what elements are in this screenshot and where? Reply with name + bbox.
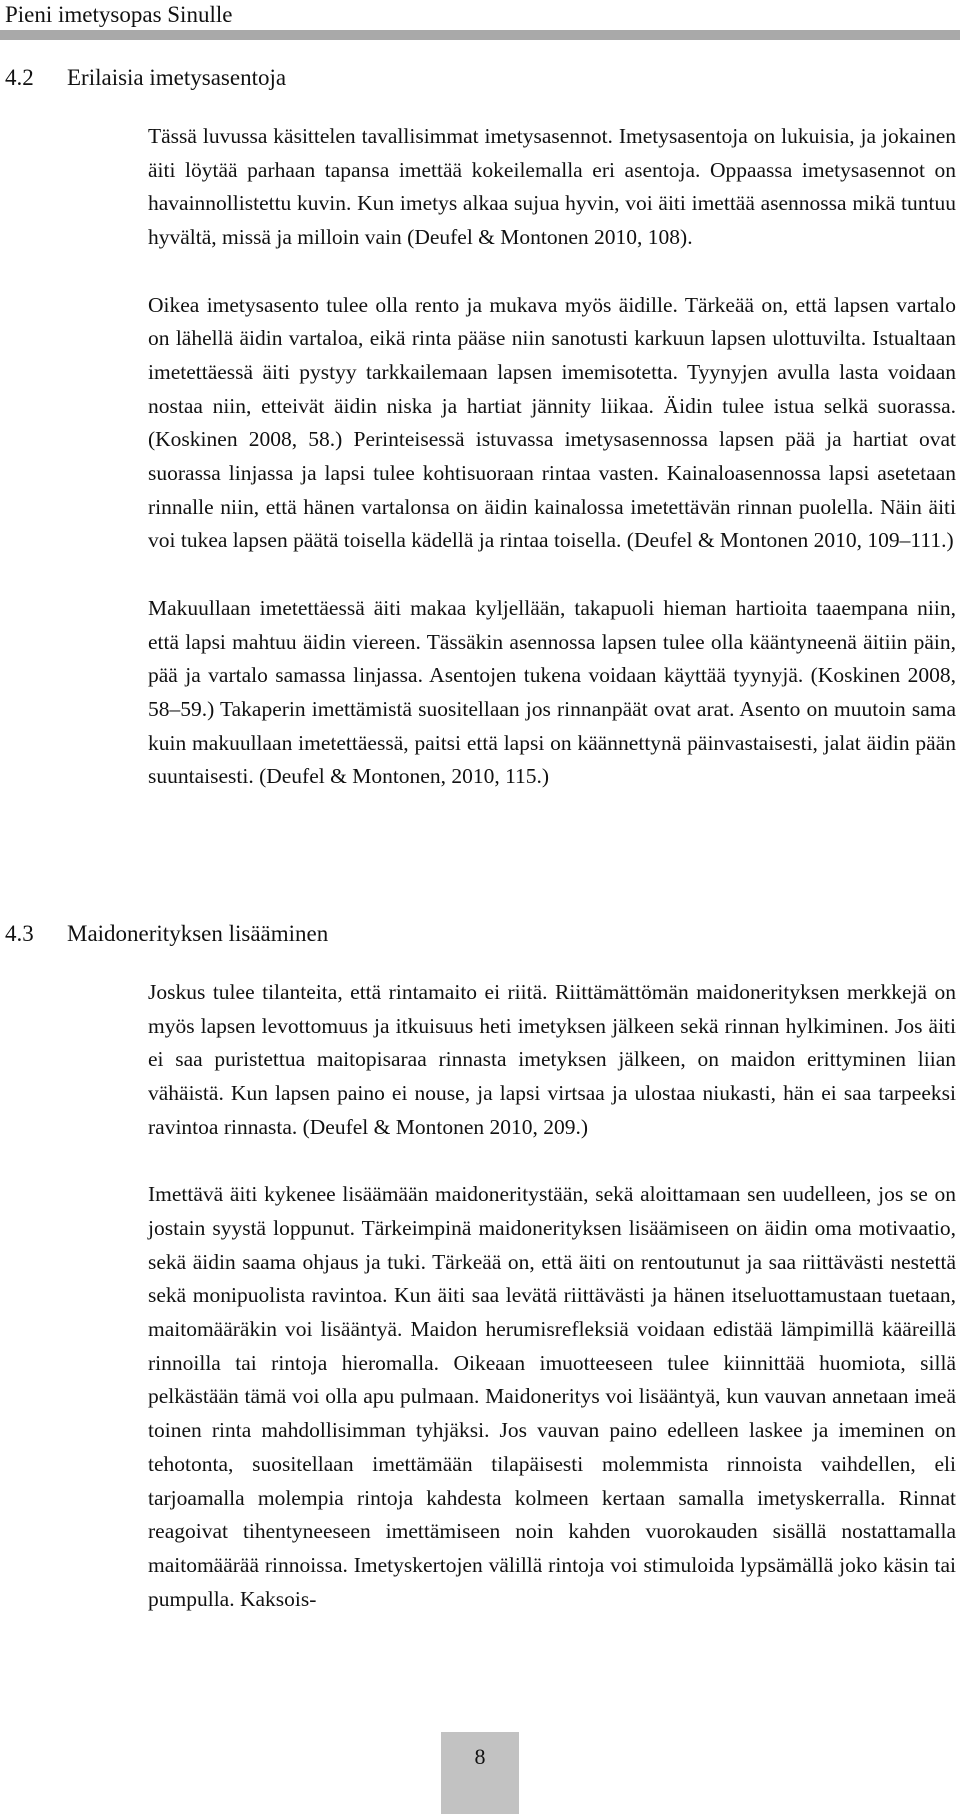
paragraph: Joskus tulee tilanteita, että rintamaito ei riitä. Riittämättömän maidonerityksen merkkejä on myös lapsen levottomuus ja itkuisuus heti imetyksen jälkeen sekä rinnan hylkiminen. Jos äiti ei saa puristettua maitopisaraa rinnasta imetyksen jälkeen, on maidon erittyminen liian vähäistä. Kun lapsen paino ei nouse, ja lapsi virtsaa ja ulostaa niukasti, hän ei saa tarpeeksi ravintoa rinnasta. (Deufel & Montonen 2010, 209.) [148,980,956,1139]
section-title: Maidonerityksen lisääminen [67,921,329,946]
paragraph: Oikea imetysasento tulee olla rento ja mukava myös äidille. Tärkeää on, että lapsen vartalo on lähellä äidin vartaloa, eikä rinta pääse niin sanotusti karkuun lapsen ulottuvilta. Istualtaan imetettäessä äiti pystyy tarkkailemaan lapsen imemisotetta. Tyynyjen avulla lasta voidaan nostaa niin, etteivät äidin niska ja hartiat jännity liikaa. Äidin tulee istua selkä suorassa. (Koskinen 2008, 58.) Perinteisessä istuvassa imetysasennossa lapsen pää ja hartiat ovat suorassa linjassa ja lapsi tulee kohtisuoraan rintaa vasten. Kainaloasennossa lapsi asetetaan rinnalle niin, että hänen vartalonsa on äidin kainalossa imetettävän rinnan puolella. Näin äiti voi tukea lapsen päätä toisella kädellä ja rintaa toisella. (Deufel & Montonen 2010, 109–111.) [148,292,956,553]
header-rule [0,30,960,40]
section-heading-4-2 [5,63,286,93]
section-number: 4.2 [5,65,34,90]
paragraph: Tässä luvussa käsittelen tavallisimmat imetysasennot. Imetysasentoja on lukuisia, ja jokainen äiti löytää parhaan tapansa imettää kokeilemalla eri asentoja. Oppaassa imetysasennot on havainnollistettu kuvin. Kun imetys alkaa sujua hyvin, voi äiti imettää asennossa mikä tuntuu hyvältä, missä ja milloin vain (Deufel & Montonen 2010, 108). [148,124,956,250]
paragraph: Makuullaan imetettäessä äiti makaa kyljellään, takapuoli hieman hartioita taaempana niin, että lapsi mahtuu äidin viereen. Tässäkin asennossa lapsen tulee olla kääntyneenä äitiin päin, pää ja vartalo samassa linjassa. Asentojen tukena voidaan käyttää tyynyjä. (Koskinen 2008, 58–59.) Takaperin imettämistä suositellaan jos rinnanpäät ovat arat. Asento on muutoin sama kuin makuullaan imetettäessä, paitsi että lapsi on käännettynä päinvastaisesti, jalat äidin pään suuntaisesti. (Deufel & Montonen, 2010, 115.) [148,595,956,789]
section-heading-4-3 [5,919,328,949]
section-4-3-body [148,976,956,1616]
page-number: 8 [474,1744,486,1769]
section-title: Erilaisia imetysasentoja [67,65,287,90]
page-number-box [441,1732,519,1814]
running-header: Pieni imetysopas Sinulle [5,2,233,27]
paragraph: Imettävä äiti kykenee lisäämään maidoneritystään, sekä aloittamaan sen uudelleen, jos se on jostain syystä loppunut. Tärkeimpinä maidonerityksen lisäämiseen on äidin oma motivaatio, sekä äidin saama ohjaus ja tuki. Tärkeää on, että äiti on rentoutunut ja saa riittävästi nestettä sekä monipuolista ravintoa. Kun äiti saa levätä riittävästi ja hänen itseluottamustaan tuetaan, maitomääräkin voi lisääntyä. Maidon herumisrefleksiä voidaan edistää lämpimillä kääreillä rinnoilla tai rintoja hieromalla. Oikeaan imuotteeseen tulee kiinnittää huomiota, sillä pelkästään tämä voi olla apu pulmaan. Maidoneritys voi lisääntyä, kun vauvan annetaan imeä toinen rinta mahdollisimman tyhjäksi. Jos vauvan paino edelleen laskee ja imeminen on tehotonta, suositellaan imettämään tilapäisesti molemmista rinnoista vaihdellen, eli tarjoamalla molempia rintoja kahdesta kolmeen kertaan samalla imetyskerralla. Rinnat reagoivat tihentyneeseen imettämiseen noin kahden vuorokauden sisällä nostattamalla maitomäärää rinnoissa. Imetyskertojen välillä rintoja voi stimuloida lypsämällä joko käsin tai pumpulla. Kaksois- [148,1182,956,1611]
section-4-2-body [148,120,956,794]
section-number: 4.3 [5,921,34,946]
